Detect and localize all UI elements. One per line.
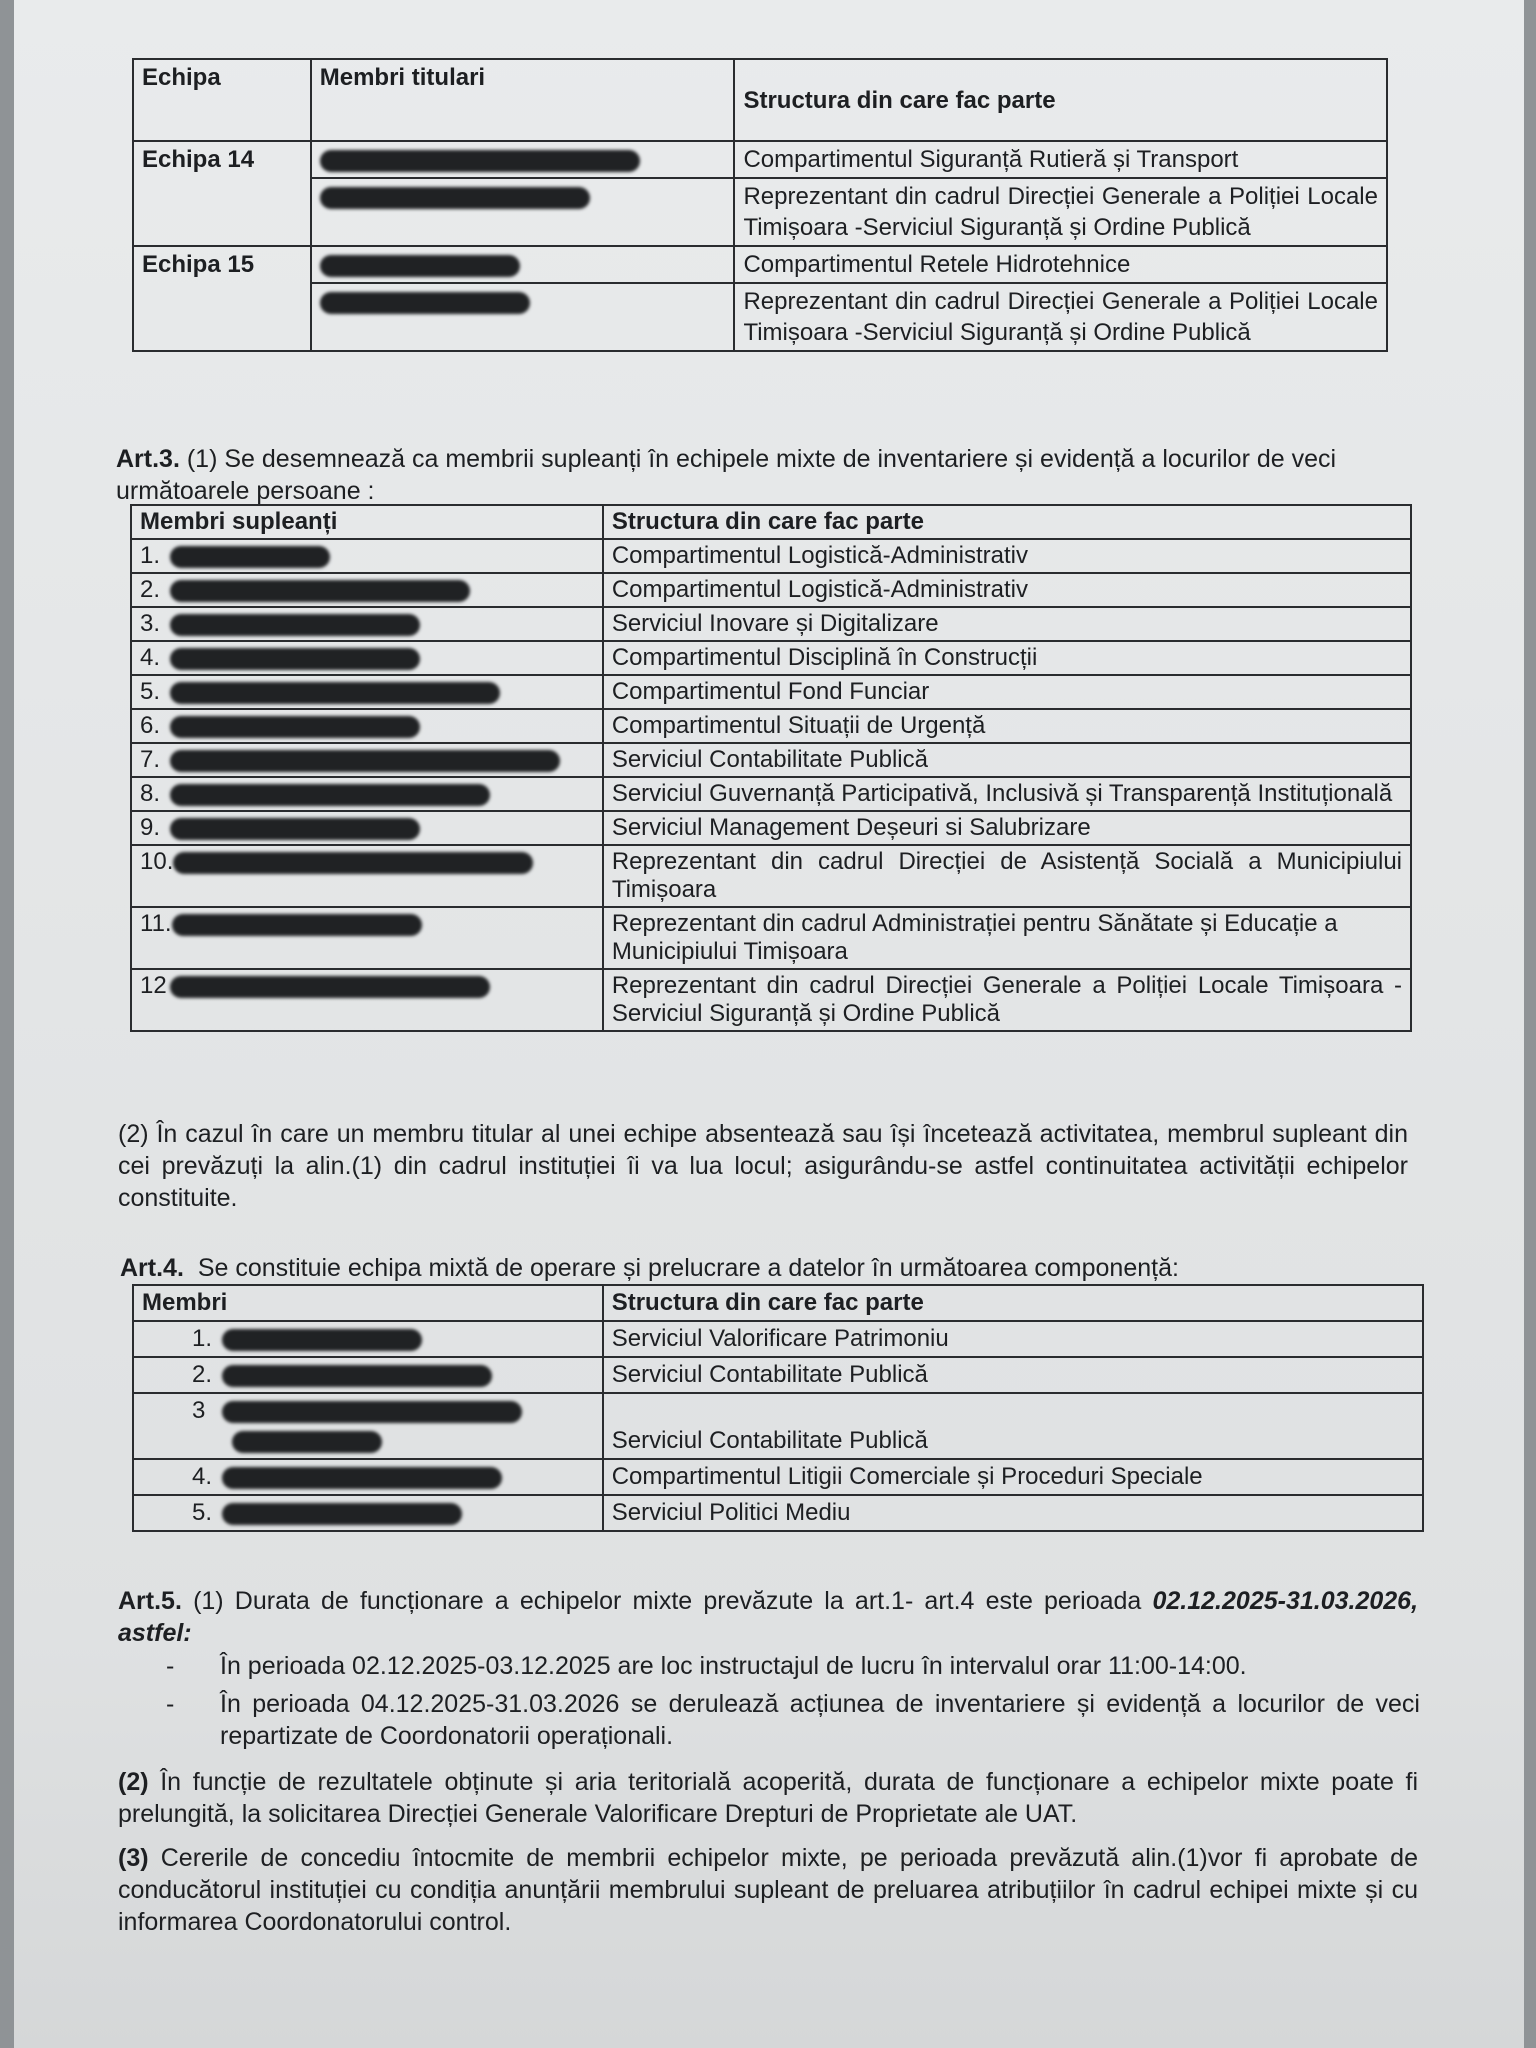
row-number: 10. <box>140 848 174 875</box>
member-redacted <box>311 246 735 283</box>
table-header-row <box>131 505 1411 539</box>
redacted-name <box>232 1431 382 1453</box>
row-number: 3. <box>140 610 161 637</box>
redacted-name <box>173 852 533 874</box>
table-row <box>131 969 1411 1031</box>
row-number: 12 <box>140 972 167 999</box>
structure-cell: Serviciul Inovare și Digitalizare <box>603 607 1411 641</box>
table-row <box>133 178 1387 246</box>
table-row <box>131 539 1411 573</box>
table-row <box>131 907 1411 969</box>
redacted-name <box>170 750 560 772</box>
art4-intro <box>120 1252 1410 1284</box>
structure-cell: Serviciul Management Deșeuri si Salubrizare <box>603 811 1411 845</box>
redacted-name <box>170 976 490 998</box>
art5-p1-text: (1) Durata de funcționare a echipelor mixte prevăzute la art.1- art.4 este perioada <box>193 1587 1142 1615</box>
structure-cell: Compartimentul Fond Funciar <box>603 675 1411 709</box>
redacted-name <box>320 255 520 277</box>
table-row <box>131 607 1411 641</box>
table-row <box>133 1459 1423 1495</box>
table-row <box>131 709 1411 743</box>
header-membri-titulari: Membri titulari <box>311 59 735 141</box>
art4-label: Art.4. <box>120 1254 184 1282</box>
bullet-dash: - <box>166 1652 175 1680</box>
redacted-name <box>170 682 500 704</box>
table-row <box>133 141 1387 178</box>
table-row <box>133 1495 1423 1531</box>
art5-para1 <box>118 1585 1418 1649</box>
row-number: 9. <box>140 814 161 841</box>
header-structura: Structura din care fac parte <box>603 505 1411 539</box>
redacted-name <box>170 648 420 670</box>
table-header-row <box>133 59 1387 141</box>
structure-cell: Reprezentant din cadrul Administrației pentru Sănătate și Educație a Municipiului Timișoara <box>603 907 1411 969</box>
row-number: 5. <box>192 1499 213 1526</box>
table-row <box>133 283 1387 351</box>
structure-cell: Serviciul Contabilitate Publică <box>603 1393 1423 1459</box>
row-number: 8. <box>140 780 161 807</box>
member-redacted <box>311 178 735 246</box>
table-row <box>131 573 1411 607</box>
document-page <box>14 0 1524 2048</box>
art3-para2: (2) În cazul în care un membru titular al unei echipe absentează sau își încetează activitatea, membrul supleant din cei prevăzuți la alin.(1) din cadrul instituției îi va lua locul; asigurându-se astfel continuitatea activității echipelor constituite. <box>118 1120 1408 1212</box>
redacted-name <box>222 1365 492 1387</box>
table-row <box>131 777 1411 811</box>
art3-intro-text: (1) Se desemnează ca membrii supleanți în echipele mixte de inventariere și evidență a locurilor de veci următoarele persoane : <box>116 445 1337 505</box>
redacted-name <box>170 580 470 602</box>
team-name: Echipa 14 <box>133 141 311 246</box>
row-number: 1. <box>192 1325 213 1352</box>
structure-cell: Reprezentant din cadrul Direcției Generale a Poliției Locale Timișoara -Serviciul Siguranță și Ordine Publică <box>734 283 1387 351</box>
row-number: 2. <box>192 1361 213 1388</box>
redacted-name <box>320 150 640 172</box>
bullet-dash: - <box>166 1690 175 1718</box>
table-row <box>131 845 1411 907</box>
header-structura: Structura din care fac parte <box>734 59 1387 141</box>
table-row <box>133 1321 1423 1357</box>
table-row <box>131 743 1411 777</box>
art5-bullet1 <box>166 1650 1410 1682</box>
para-number: (2) <box>118 1768 149 1796</box>
structure-cell: Serviciul Guvernanță Participativă, Inclusivă și Transparență Instituțională <box>603 777 1411 811</box>
structure-cell: Compartimentul Retele Hidrotehnice <box>734 246 1387 283</box>
row-number: 11. <box>140 910 172 937</box>
redacted-name <box>170 614 420 636</box>
structure-cell: Reprezentant din cadrul Direcției Generale a Poliției Locale Timișoara -Serviciul Siguranță și Ordine Publică <box>603 969 1411 1031</box>
bullet-text: În perioada 04.12.2025-31.03.2026 se derulează acțiunea de inventariere și evidență a locurilor de veci repartizate de Coordonatorii operaționali. <box>220 1690 1420 1750</box>
art4-intro-text: Se constituie echipa mixtă de operare și prelucrare a datelor în următoarea componență: <box>197 1254 1179 1282</box>
redacted-name <box>170 546 330 568</box>
redacted-name <box>222 1467 502 1489</box>
structure-cell: Serviciul Valorificare Patrimoniu <box>603 1321 1423 1357</box>
row-number: 7. <box>140 746 161 773</box>
para-text: Cererile de concediu întocmite de membrii echipelor mixte, pe perioada prevăzută alin.(1)vor fi aprobate de conducătorul instituției cu condiția anunțării membrului supleant de preluarea atribuțiilor în cadrul echipei mixte și cu informarea Coordonatorului control. <box>118 1844 1418 1936</box>
header-echipa: Echipa <box>133 59 311 141</box>
table-row <box>131 811 1411 845</box>
structure-cell: Compartimentul Logistică-Administrativ <box>603 539 1411 573</box>
art3-label: Art.3. <box>116 445 180 473</box>
row-number: 6. <box>140 712 161 739</box>
redacted-name <box>170 784 490 806</box>
structure-cell: Compartimentul Litigii Comerciale și Proceduri Speciale <box>603 1459 1423 1495</box>
row-number: 4. <box>192 1463 213 1490</box>
team-name: Echipa 15 <box>133 246 311 351</box>
structure-cell: Compartimentul Disciplină în Construcții <box>603 641 1411 675</box>
row-number: 1. <box>140 542 161 569</box>
structure-cell: Serviciul Contabilitate Publică <box>603 1357 1423 1393</box>
structure-cell: Serviciul Contabilitate Publică <box>603 743 1411 777</box>
structure-cell: Reprezentant din cadrul Direcției Generale a Poliției Locale Timișoara -Serviciul Siguranță și Ordine Publică <box>734 178 1387 246</box>
redacted-name <box>320 187 590 209</box>
header-membri: Membri <box>133 1285 603 1321</box>
row-number: 2. <box>140 576 161 603</box>
structure-cell: Compartimentul Logistică-Administrativ <box>603 573 1411 607</box>
redacted-name <box>170 716 420 738</box>
redacted-name <box>222 1401 522 1423</box>
row-number: 4. <box>140 644 161 671</box>
art3-intro <box>116 443 1406 507</box>
structure-cell: Serviciul Politici Mediu <box>603 1495 1423 1531</box>
teams-table <box>132 58 1388 352</box>
table-row <box>131 675 1411 709</box>
art5-bullet2 <box>166 1688 1420 1752</box>
bullet-text: În perioada 02.12.2025-03.12.2025 are loc instructajul de lucru în intervalul orar 11:00-14:00. <box>220 1652 1247 1680</box>
row-number: 5. <box>140 678 161 705</box>
art5-label: Art.5. <box>118 1587 182 1615</box>
header-membri-supleanti: Membri supleanți <box>131 505 603 539</box>
redacted-name <box>172 914 422 936</box>
redacted-name <box>222 1503 462 1525</box>
table-row <box>133 246 1387 283</box>
alternates-table <box>130 504 1412 1032</box>
operations-table <box>132 1284 1424 1532</box>
redacted-name <box>222 1329 422 1351</box>
member-redacted <box>311 141 735 178</box>
para-number: (3) <box>118 1844 149 1872</box>
art5-period: 02.12.2025-31.03.2026, astfel: <box>118 1587 1419 1647</box>
table-row <box>131 641 1411 675</box>
table-header-row <box>133 1285 1423 1321</box>
structure-cell: Compartimentul Situații de Urgență <box>603 709 1411 743</box>
member-redacted <box>311 283 735 351</box>
header-structura: Structura din care fac parte <box>603 1285 1423 1321</box>
redacted-name <box>170 818 420 840</box>
art5-para2 <box>118 1766 1418 1830</box>
art5-para3 <box>118 1842 1418 1938</box>
structure-cell: Reprezentant din cadrul Direcției de Asistență Socială a Municipiului Timișoara <box>603 845 1411 907</box>
para-text: În funcție de rezultatele obținute și aria teritorială acoperită, durata de funcționare a echipelor mixte poate fi prelungită, la solicitarea Direcției Generale Valorificare Drepturi de Proprietate ale UAT. <box>118 1768 1418 1828</box>
redacted-name <box>320 292 530 314</box>
table-row <box>133 1357 1423 1393</box>
row-number: 3 <box>192 1397 206 1424</box>
table-row <box>133 1393 1423 1459</box>
structure-cell: Compartimentul Siguranță Rutieră și Transport <box>734 141 1387 178</box>
